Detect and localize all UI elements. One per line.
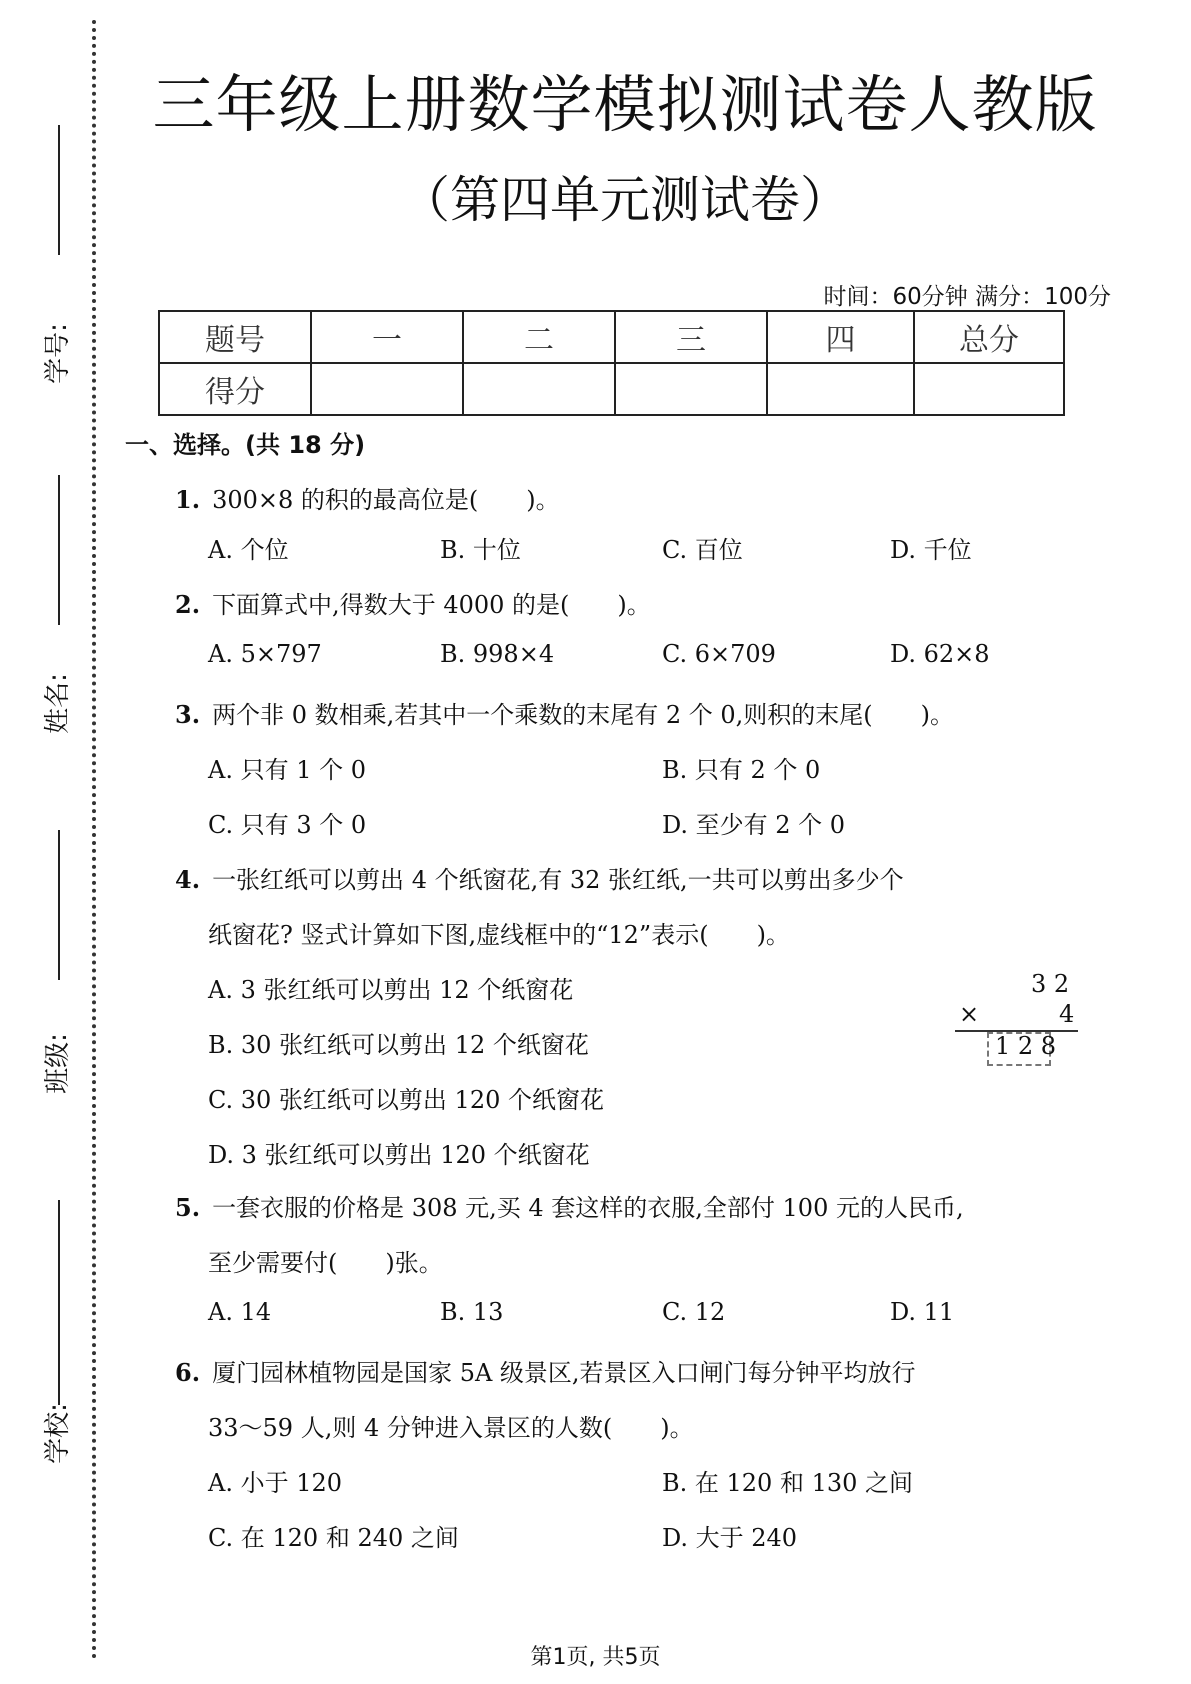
score-table-cell: 三 [615, 311, 767, 363]
score-input-cell[interactable] [311, 363, 463, 415]
score-table-score-row [159, 363, 1064, 415]
option[interactable]: C. 在 120 和 240 之间 [208, 1524, 459, 1552]
school-fill-line[interactable] [58, 1200, 60, 1405]
score-table-cell: 总分 [914, 311, 1064, 363]
option[interactable]: C. 30 张红纸可以剪出 120 个纸窗花 [208, 1086, 604, 1114]
student-id-fill-line[interactable] [58, 125, 60, 255]
name-label: 姓名: [42, 673, 73, 734]
option[interactable]: A. 5×797 [208, 640, 322, 668]
score-table-cell: 二 [463, 311, 615, 363]
score-table [158, 310, 1065, 416]
multiplicand: 3 2 [1031, 970, 1070, 998]
question-text: 两个非 0 数相乘,若其中一个乘数的末尾有 2 个 0,则积的末尾( )。 [212, 701, 954, 729]
section-title: 一、选择。(共 18 分) [125, 431, 366, 459]
question-6-continued: 33～59 人,则 4 分钟进入景区的人数( )。 [208, 1414, 694, 1442]
student-id-label: 学号: [42, 323, 73, 384]
page-title: 三年级上册数学模拟测试卷人教版 [152, 68, 1098, 141]
score-table-cell: 题号 [159, 311, 311, 363]
score-table-cell: 一 [311, 311, 463, 363]
question-number: 1. [175, 485, 201, 514]
option[interactable]: A. 只有 1 个 0 [208, 756, 367, 784]
option[interactable]: D. 3 张红纸可以剪出 120 个纸窗花 [208, 1141, 590, 1169]
question-text: 300×8 的积的最高位是( )。 [212, 486, 560, 514]
option[interactable]: D. 11 [890, 1298, 955, 1326]
score-table-cell: 得分 [159, 363, 311, 415]
option[interactable]: B. 只有 2 个 0 [662, 756, 821, 784]
option[interactable]: D. 62×8 [890, 640, 990, 668]
question-text: 下面算式中,得数大于 4000 的是( )。 [212, 591, 651, 619]
option[interactable]: B. 30 张红纸可以剪出 12 个纸窗花 [208, 1031, 589, 1059]
option[interactable]: C. 只有 3 个 0 [208, 811, 367, 839]
multiply-sign: × [959, 1000, 980, 1028]
product: 1 2 8 [995, 1032, 1057, 1060]
question-4 [175, 860, 904, 895]
question-6 [175, 1353, 916, 1388]
question-number: 4. [175, 865, 201, 894]
option[interactable]: A. 3 张红纸可以剪出 12 个纸窗花 [208, 976, 574, 1004]
option[interactable]: D. 至少有 2 个 0 [662, 811, 846, 839]
question-5-continued: 至少需要付( )张。 [208, 1249, 443, 1277]
option[interactable]: B. 13 [440, 1298, 504, 1326]
question-2 [175, 585, 651, 620]
option[interactable]: D. 大于 240 [662, 1524, 798, 1552]
page-footer: 第1页, 共5页 [530, 1645, 661, 1670]
question-text: 厦门园林植物园是国家 5A 级景区,若景区入口闸门每分钟平均放行 [212, 1359, 916, 1387]
question-text: 一张红纸可以剪出 4 个纸窗花,有 32 张红纸,一共可以剪出多少个 [212, 866, 904, 894]
option[interactable]: A. 14 [208, 1298, 272, 1326]
school-label: 学校: [42, 1403, 73, 1464]
binding-dashed-line [92, 20, 96, 1660]
option[interactable]: C. 6×709 [662, 640, 776, 668]
question-number: 3. [175, 700, 201, 729]
option[interactable]: A. 小于 120 [208, 1469, 343, 1497]
score-input-cell[interactable] [767, 363, 914, 415]
option[interactable]: D. 千位 [890, 536, 972, 564]
class-fill-line[interactable] [58, 830, 60, 980]
name-fill-line[interactable] [58, 475, 60, 625]
exam-meta: 时间：60分钟 满分：100分 [823, 284, 1111, 310]
score-input-cell[interactable] [463, 363, 615, 415]
option[interactable]: A. 个位 [208, 536, 289, 564]
option[interactable]: C. 百位 [662, 536, 743, 564]
question-number: 6. [175, 1358, 201, 1387]
question-number: 2. [175, 590, 201, 619]
question-3 [175, 695, 954, 730]
score-table-cell: 四 [767, 311, 914, 363]
question-4-continued: 纸窗花? 竖式计算如下图,虚线框中的“12”表示( )。 [208, 921, 790, 949]
class-label: 班级: [42, 1033, 73, 1094]
score-input-cell[interactable] [914, 363, 1064, 415]
question-5 [175, 1188, 964, 1223]
score-table-header-row [159, 311, 1064, 363]
option[interactable]: C. 12 [662, 1298, 726, 1326]
option[interactable]: B. 998×4 [440, 640, 555, 668]
page-subtitle: （第四单元测试卷） [400, 171, 850, 229]
multiplier: 4 [1059, 1000, 1075, 1028]
question-number: 5. [175, 1193, 201, 1222]
question-1 [175, 480, 560, 515]
vertical-multiplication [955, 970, 1085, 1075]
option[interactable]: B. 十位 [440, 536, 521, 564]
option[interactable]: B. 在 120 和 130 之间 [662, 1469, 914, 1497]
question-text: 一套衣服的价格是 308 元,买 4 套这样的衣服,全部付 100 元的人民币, [212, 1194, 964, 1222]
score-input-cell[interactable] [615, 363, 767, 415]
